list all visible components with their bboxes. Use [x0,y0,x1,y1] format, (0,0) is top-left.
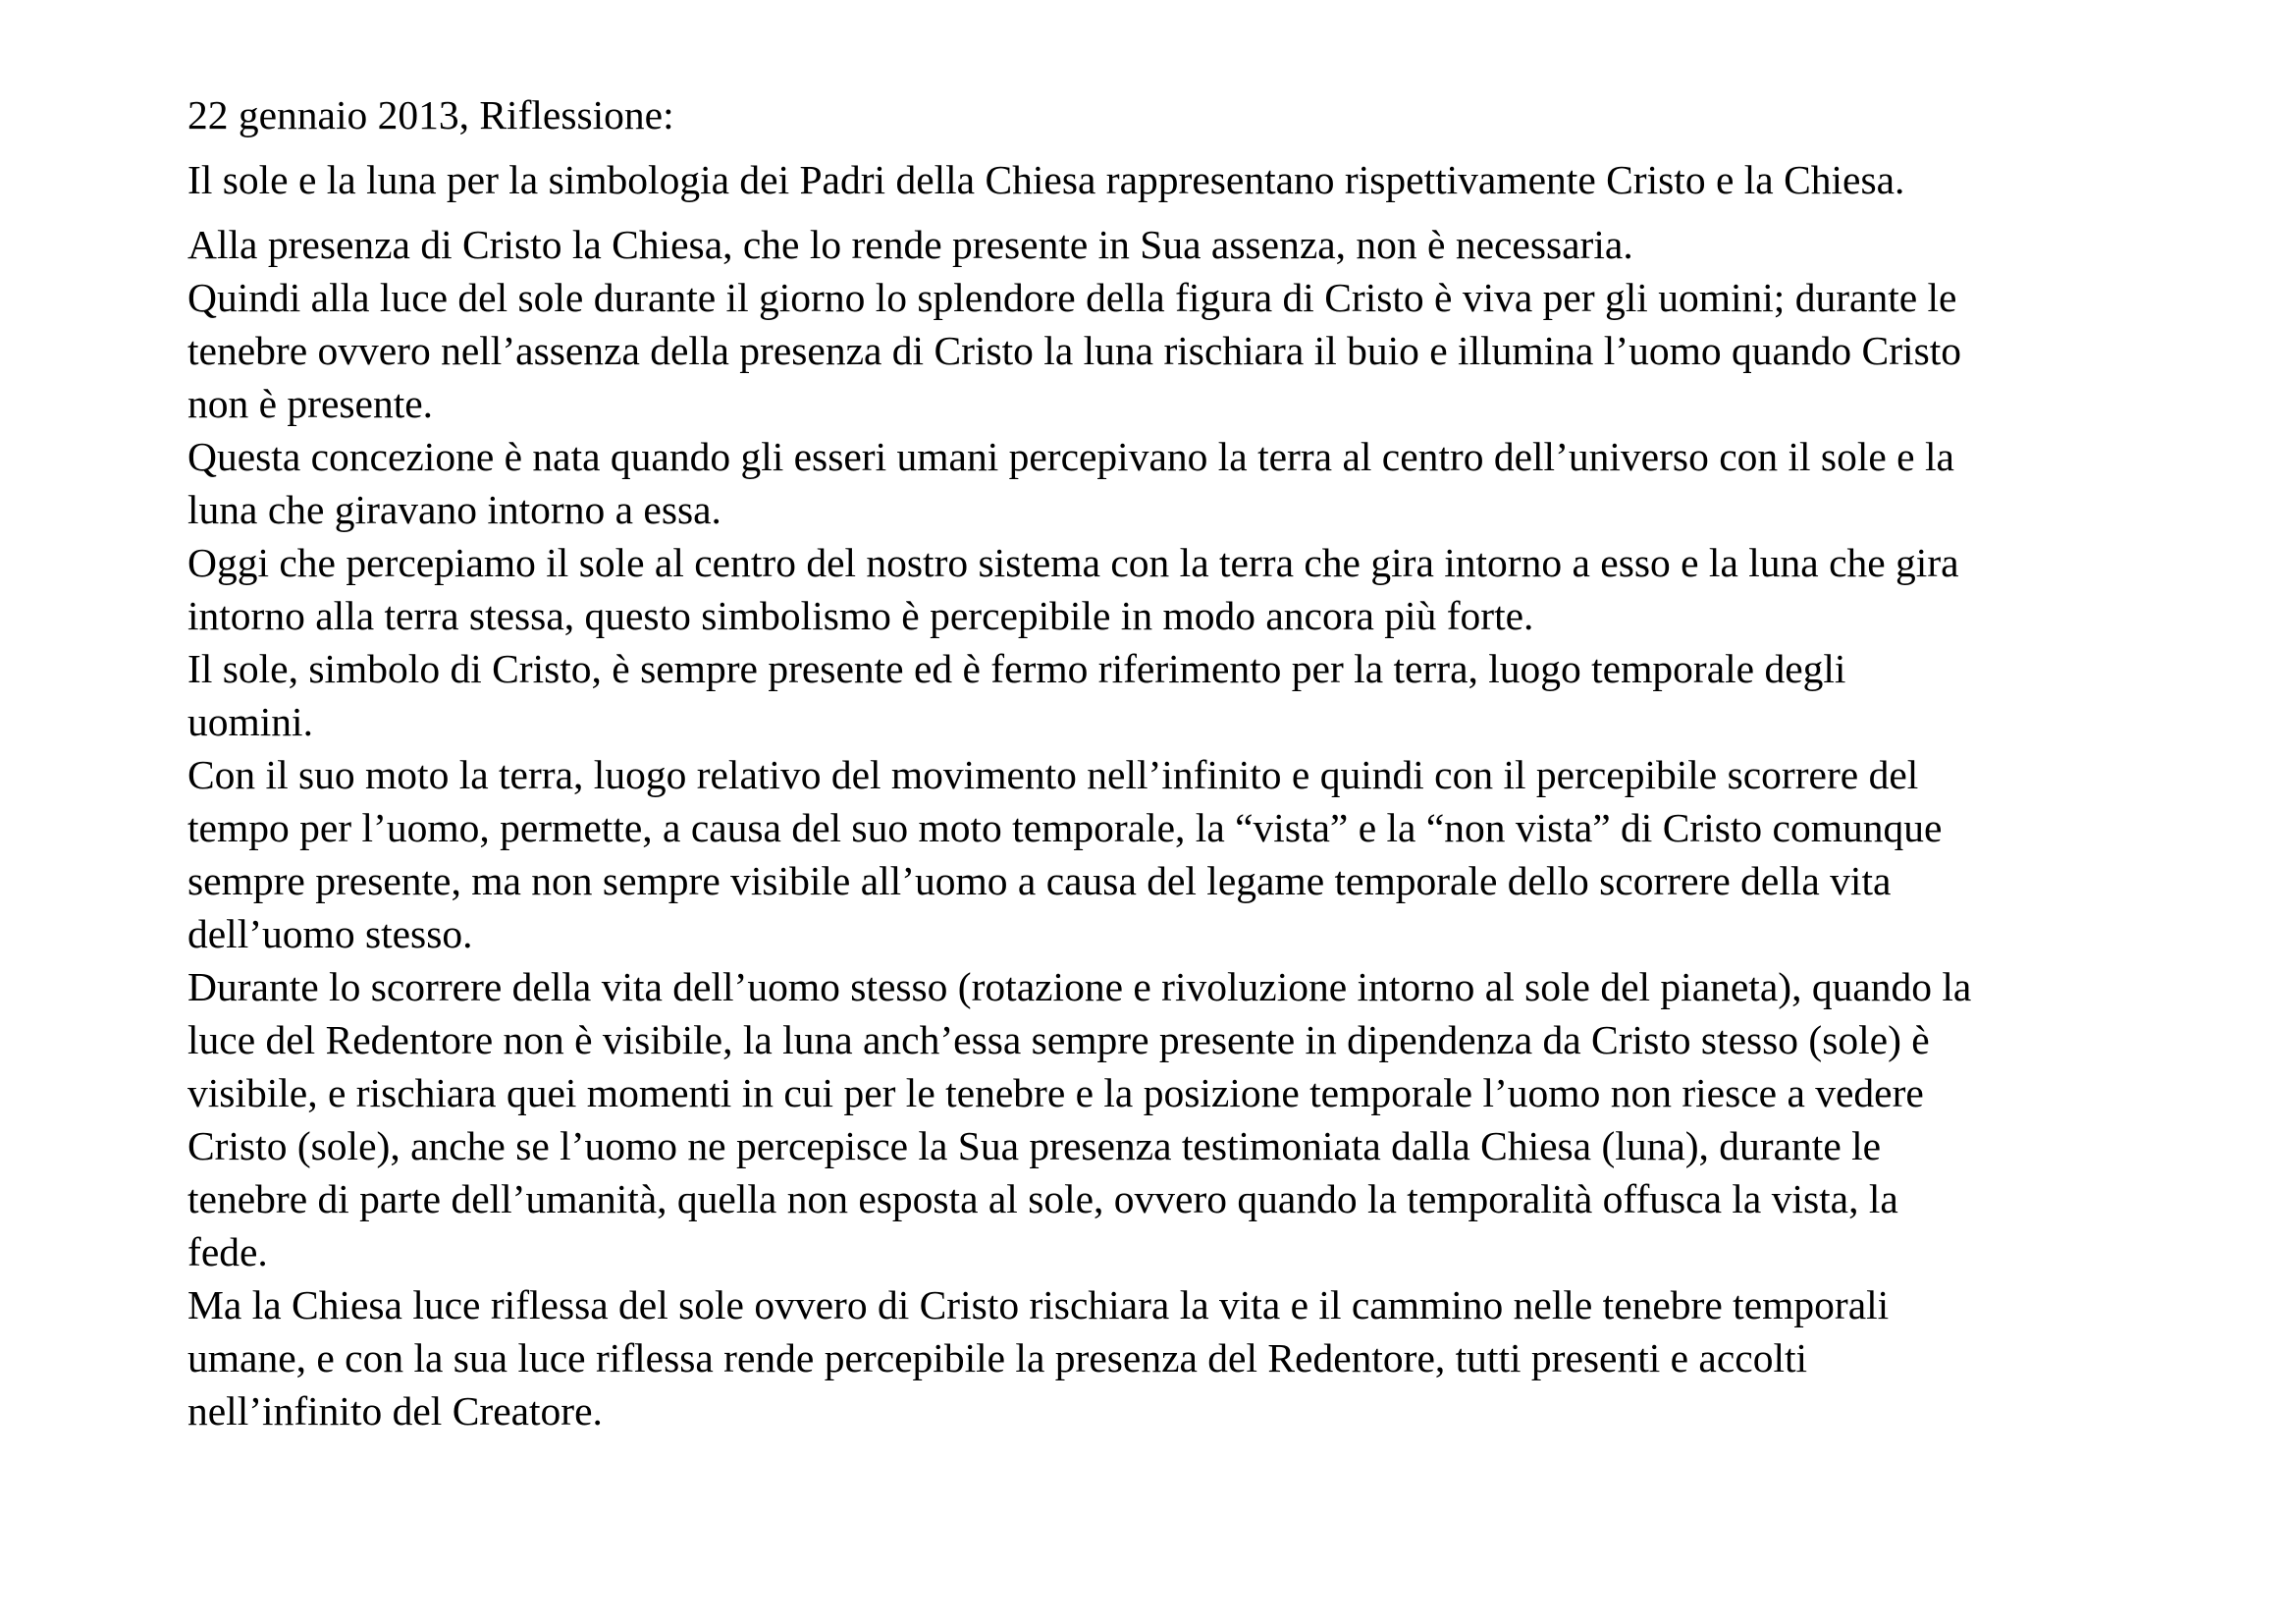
text-line: Durante lo scorrere della vita dell’uomo stesso (rotazione e rivoluzione intorno al sole del pianeta), quando la [187,964,1972,1009]
text-line: Oggi che percepiamo il sole al centro del nostro sistema con la terra che gira intorno a esso e la luna che gira [187,540,1959,585]
text-line: 22 gennaio 2013, Riflessione: [187,92,674,137]
text-line: visibile, e rischiara quei momenti in cui per le tenebre e la posizione temporale l’uomo non riesce a vedere [187,1070,1924,1115]
body-paragraph [187,218,2151,1437]
text-line: tempo per l’uomo, permette, a causa del suo moto temporale, la “vista” e la “non vista” di Cristo comunque [187,805,1943,850]
text-line: Ma la Chiesa luce riflessa del sole ovvero di Cristo rischiara la vita e il cammino nelle tenebre temporali [187,1282,1890,1327]
text-line: Cristo (sole), anche se l’uomo ne percepisce la Sua presenza testimoniata dalla Chiesa (luna), durante le [187,1123,1882,1168]
text-line: tenebre ovvero nell’assenza della presenza di Cristo la luna rischiara il buio e illumina l’uomo quando Cristo [187,328,1962,373]
text-line: luce del Redentore non è visibile, la luna anch’essa sempre presente in dipendenza da Cristo stesso (sole) è [187,1017,1930,1062]
text-line: nell’infinito del Creatore. [187,1388,603,1433]
text-line: uomini. [187,699,313,744]
text-line: fede. [187,1229,268,1274]
text-line: Con il suo moto la terra, luogo relativo del movimento nell’infinito e quindi con il percepibile scorrere del [187,752,1919,797]
intro-paragraph [187,153,2151,206]
text-line: dell’uomo stesso. [187,911,473,956]
text-line: Questa concezione è nata quando gli esseri umani percepivano la terra al centro dell’universo con il sole e la [187,434,1954,479]
text-line: non è presente. [187,381,434,426]
document-heading [187,88,2151,141]
document-body [187,88,2151,1437]
text-line: Quindi alla luce del sole durante il giorno lo splendore della figura di Cristo è viva per gli uomini; durante le [187,275,1957,320]
text-line: umane, e con la sua luce riflessa rende percepibile la presenza del Redentore, tutti presenti e accolti [187,1335,1808,1380]
text-line: intorno alla terra stessa, questo simbolismo è percepibile in modo ancora più forte. [187,593,1534,638]
text-line: luna che giravano intorno a essa. [187,487,721,532]
text-line: Alla presenza di Cristo la Chiesa, che lo rende presente in Sua assenza, non è necessaria. [187,222,1633,267]
text-line: sempre presente, ma non sempre visibile all’uomo a causa del legame temporale dello scorrere della vita [187,858,1892,903]
text-line: Il sole e la luna per la simbologia dei Padri della Chiesa rappresentano rispettivamente Cristo e la Chiesa. [187,157,1905,202]
text-line: tenebre di parte dell’umanità, quella non esposta al sole, ovvero quando la temporalità offusca la vista, la [187,1176,1898,1221]
text-line: Il sole, simbolo di Cristo, è sempre presente ed è fermo riferimento per la terra, luogo temporale degli [187,646,1846,691]
